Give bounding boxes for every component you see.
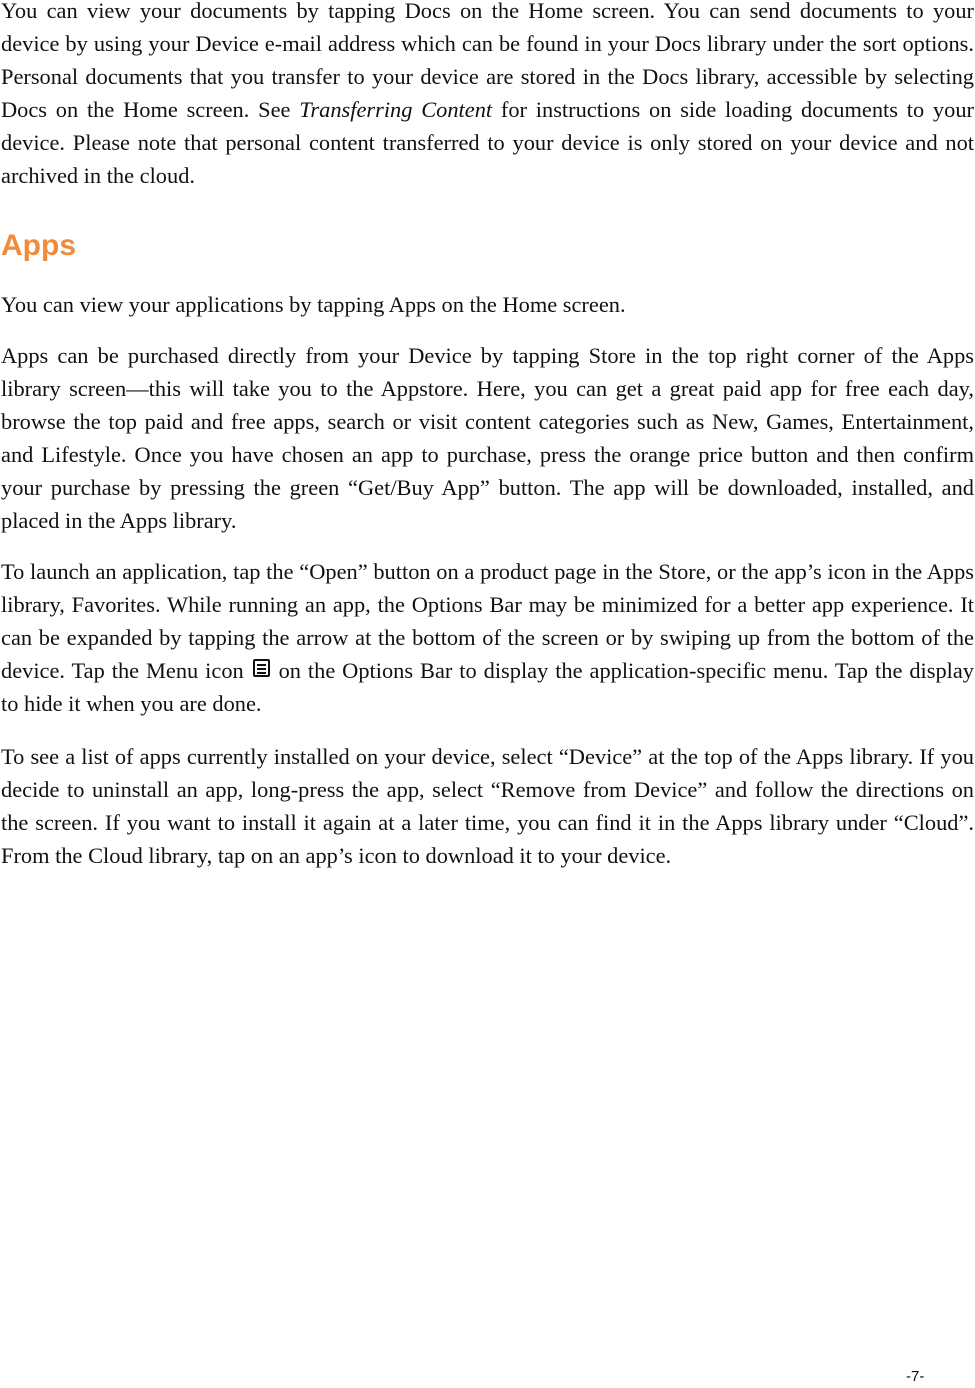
- apps-paragraph-3-part2: on the Options Bar to display the application-specific menu. Tap the display to hide it when you are done.: [1, 658, 974, 716]
- transferring-content-reference: Transferring Content: [299, 97, 493, 122]
- apps-heading: Apps: [1, 229, 76, 262]
- menu-icon: [253, 659, 270, 677]
- apps-paragraph-2: Apps can be purchased directly from your Device by tapping Store in the top right corner of the Apps library screen—this will take you to the Appstore. Here, you can get a great paid app for free each day, browse the top paid and free apps, search or visit content categories such as New, Games, Entertainment, and Lifestyle. Once you have chosen an app to purchase, press the orange price button and then confirm your purchase by pressing the green “Get/Buy App” button. The app will be downloaded, installed, and placed in the Apps library.: [1, 343, 974, 533]
- page-number: -7-: [906, 1368, 925, 1385]
- apps-paragraph-4: To see a list of apps currently installed on your device, select “Device” at the top of the Apps library. If you decide to uninstall an app, long-press the app, select “Remove from Device” and follow the directions on the screen. If you want to install it again at a later time, you can find it in the Apps library under “Cloud”. From the Cloud library, tap on an app’s icon to download it to your device.: [1, 744, 974, 868]
- intro-paragraph: [1, 0, 974, 192]
- apps-paragraph-1: You can view your applications by tapping Apps on the Home screen.: [1, 292, 626, 317]
- apps-paragraph-3: [1, 555, 974, 720]
- intro-text-part2: for instructions on side loading documents to your device. Please note that personal content transferred to your device is only stored on your device and not archived in the cloud.: [1, 97, 974, 188]
- apps-paragraph-3-part1: To launch an application, tap the “Open” button on a product page in the Store, or the app’s icon in the Apps library, Favorites. While running an app, the Options Bar may be minimized for a better app experience. It can be expanded by tapping the arrow at the bottom of the screen or by swiping up from the bottom of the device. Tap the Menu icon: [1, 559, 974, 683]
- intro-text-part1: You can view your documents by tapping Docs on the Home screen. You can send documents to your device by using your Device e-mail address which can be found in your Docs library under the sort options. Personal documents that you transfer to your device are stored in the Docs library, accessible by selecting Docs on the Home screen. See: [1, 0, 974, 122]
